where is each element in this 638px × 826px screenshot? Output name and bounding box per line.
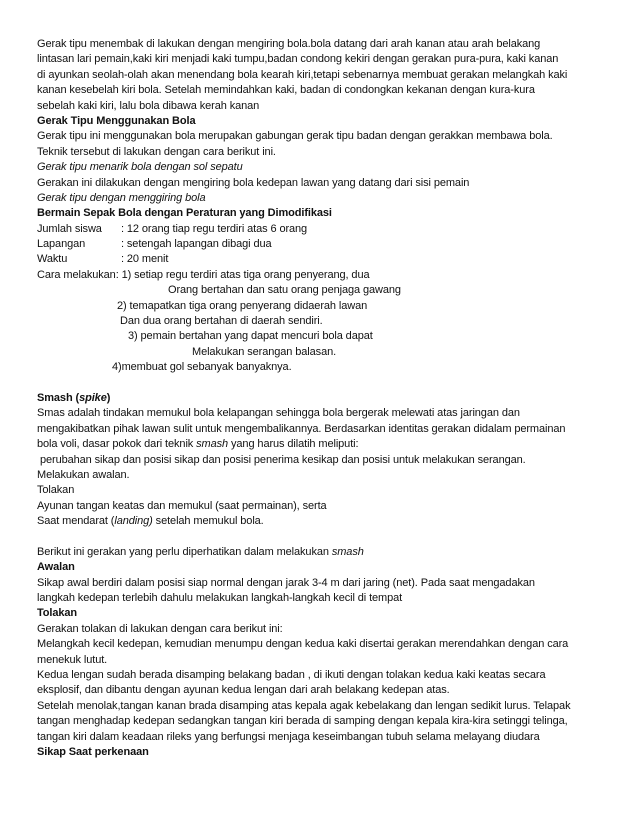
rule-label: Jumlah siswa xyxy=(37,222,102,235)
subsection-heading: Sikap Saat perkenaan xyxy=(37,745,149,758)
procedure-step: Orang bertahan dan satu orang penjaga gawang xyxy=(168,284,401,297)
text-span: Saat mendarat ( xyxy=(37,515,115,528)
rule-label: Waktu xyxy=(37,253,68,266)
text-line: eksplosif, dan dibantu dengan ayunan kedua lengan dari arah belakang kedepan atas. xyxy=(37,684,450,697)
text-line: Ayunan tangan keatas dan memukul (saat permainan), serta xyxy=(37,499,327,512)
text-line: sebelah kaki kiri, lalu bola dibawa kerah kanan xyxy=(37,99,260,112)
text-line: Teknik tersebut di lakukan dengan cara berikut ini. xyxy=(37,145,276,158)
text-line: tangan menghadap kedepan sedangkan tangan kiri berada di samping dengan kepala kira-kira setinggi telinga, xyxy=(37,715,568,728)
section-smash xyxy=(37,391,605,530)
document-page xyxy=(37,37,605,760)
heading-text: ) xyxy=(106,391,111,404)
text-span: setelah memukul bola. xyxy=(152,515,264,528)
heading-text-italic: spike xyxy=(79,391,107,404)
text-span: bola voli, dasar pokok dari teknik xyxy=(37,438,197,451)
procedure-step: 2) temapatkan tiga orang penyerang didaerah lawan xyxy=(117,299,368,312)
section-gerak-tipu-bola xyxy=(37,114,605,206)
text-line: Melakukan awalan. xyxy=(37,468,130,481)
text-span-italic: smash xyxy=(196,438,229,451)
procedure-label: Cara melakukan: xyxy=(37,268,119,281)
subsection-heading: Awalan xyxy=(37,561,75,574)
text-line xyxy=(37,437,605,452)
text-line: Setelah menolak,tangan kanan brada disamping atas kepala agak kebelakang dan lengan sedikit lurus. Telapak xyxy=(37,699,571,712)
text-line: Smas adalah tindakan memukul bola kelapangan sehingga bola bergerak melewati atas jaringan dan xyxy=(37,407,520,420)
text-line: kanan kesebelah kiri bola. Setelah memindahkan kaki, badan di condongkan kekanan dengan kura-kura xyxy=(37,84,535,97)
procedure-step: Dan dua orang bertahan di daerah sendiri. xyxy=(120,315,323,328)
text-line: Kedua lengan sudah berada disamping belakang badan , di ikuti dengan tolakan kedua kaki keatas secara xyxy=(37,669,546,682)
text-span: Berikut ini gerakan yang perlu diperhatikan dalam melakukan xyxy=(37,545,332,558)
rule-label: Lapangan xyxy=(37,238,86,251)
text-line: Sikap awal berdiri dalam posisi siap normal dengan jarak 3-4 m dari jaring (net). Pada saat mengadakan xyxy=(37,576,535,589)
text-line xyxy=(37,514,605,529)
heading-text: Smash ( xyxy=(37,391,80,404)
section-heading xyxy=(37,391,605,406)
text-line: Gerak tipu menembak di lakukan dengan mengiring bola.bola datang dari arah kanan atau arah belakang xyxy=(37,38,541,50)
procedure-row xyxy=(37,268,605,283)
text-span-italic: smash xyxy=(331,545,364,558)
spacer xyxy=(37,530,605,545)
section-modified-rules xyxy=(37,206,605,375)
procedure-step: 4)membuat gol sebanyak banyaknya. xyxy=(112,361,292,374)
text-line: Gerak tipu ini menggunakan bola merupakan gabungan gerak tipu badan dengan gerakkan membawa bola. xyxy=(37,130,553,143)
text-line: Tolakan xyxy=(37,484,75,497)
procedure-step: 1) setiap regu terdiri atas tiga orang penyerang, dua xyxy=(121,268,370,281)
procedure-step: Melakukan serangan balasan. xyxy=(192,345,337,358)
rule-value: : setengah lapangan dibagi dua xyxy=(121,238,272,251)
procedure-step: 3) pemain bertahan yang dapat mencuri bola dapat xyxy=(128,330,373,343)
spacer xyxy=(37,376,605,391)
text-line: menekuk lutut. xyxy=(37,653,108,666)
subheading: Gerak tipu menarik bola dengan sol sepatu xyxy=(37,161,243,174)
rule-row xyxy=(37,237,605,252)
section-heading: Bermain Sepak Bola dengan Peraturan yang Dimodifikasi xyxy=(37,207,332,220)
text-line: di ayunkan seolah-olah akan menendang bola kearah kiri,tetapi sebenarnya membuat gerakan melangkah kaki xyxy=(37,68,568,81)
subsection-heading: Tolakan xyxy=(37,607,78,620)
rule-value: : 12 orang tiap regu terdiri atas 6 orang xyxy=(121,222,308,235)
text-line: Gerakan ini dilakukan dengan mengiring bola kedepan lawan yang datang dari sisi pemain xyxy=(37,176,470,189)
text-span: yang harus dilatih meliputi: xyxy=(228,438,359,451)
text-line: perubahan sikap dan posisi sikap dan posisi penerima kesikap dan posisi untuk melakukan serangan. xyxy=(40,453,526,466)
text-line: mengakibatkan pihak lawan sulit untuk mengembalikannya. Berdasarkan identitas gerakan didalam permainan xyxy=(37,422,566,435)
rule-row xyxy=(37,222,605,237)
rule-row xyxy=(37,252,605,267)
subheading: Gerak tipu dengan menggiring bola xyxy=(37,191,206,204)
text-line: langkah kedepan terlebih dahulu melakukan langkah-langkah kecil di tempat xyxy=(37,592,403,605)
rule-value: : 20 menit xyxy=(121,253,169,266)
text-line xyxy=(37,545,605,560)
text-span-italic: landing) xyxy=(114,515,153,528)
intro-paragraph xyxy=(37,37,605,114)
text-line: lintasan lari pemain,kaki kiri menjadi kaki tumpu,badan condong kekiri dengan gerakan pura-pura, kaki kanan xyxy=(37,53,559,66)
text-line: tangan kiri dalam keadaan rileks yang berfungsi menjaga keseimbangan tubuh selama melayang diudara xyxy=(37,730,540,743)
section-heading: Gerak Tipu Menggunakan Bola xyxy=(37,114,196,127)
text-line: Gerakan tolakan di lakukan dengan cara berikut ini: xyxy=(37,622,283,635)
section-smash-movements xyxy=(37,545,605,760)
text-line: Melangkah kecil kedepan, kemudian menumpu dengan kedua kaki disertai gerakan merendahkan dengan cara xyxy=(37,638,569,651)
